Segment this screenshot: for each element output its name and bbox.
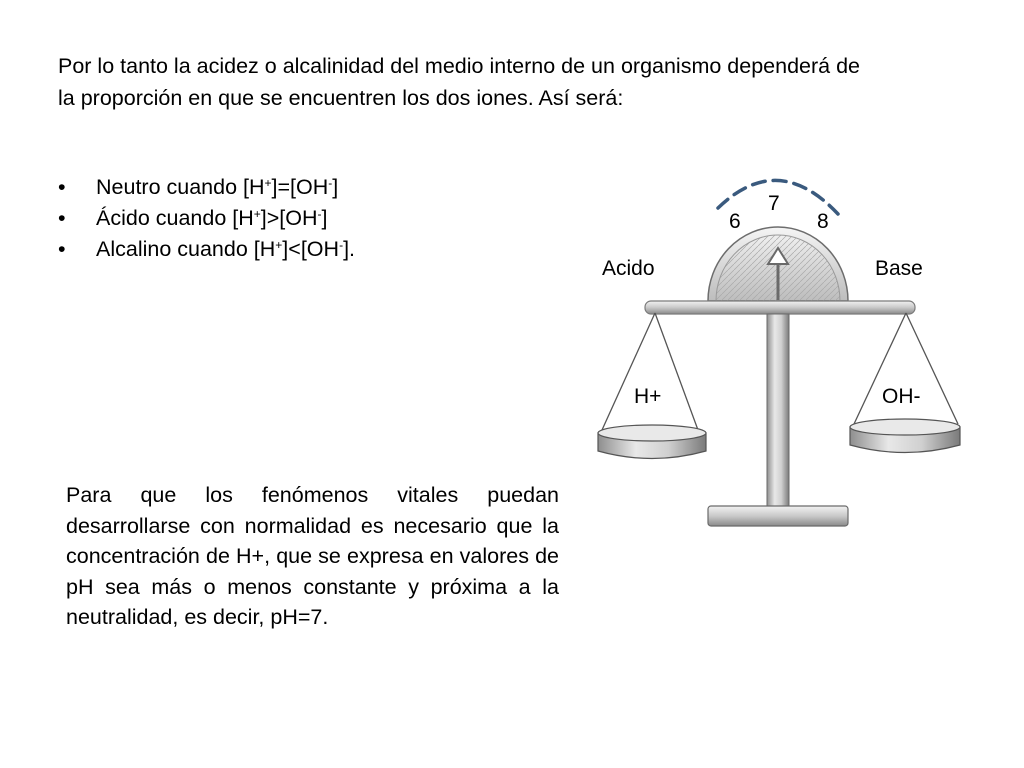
intro-paragraph [58,50,958,114]
superscript: + [275,237,283,252]
intro-line-1: Por lo tanto la acidez o alcalinidad del medio interno de un organismo dependerá de [58,54,861,78]
bullet-text: ]. [343,237,356,261]
left-string-inner [655,313,698,430]
h-plus-label: H+ [634,385,662,408]
left-pan-top [598,425,706,441]
ph-label-7: 7 [768,192,780,215]
bullet-marker: • [58,237,66,261]
list-item-acid [58,203,355,234]
bullet-marker: • [58,175,66,199]
scale-pillar [767,314,789,508]
bullet-text: Ácido cuando [H [96,206,254,230]
left-string-outer [602,313,655,430]
ph-label-8: 8 [817,210,829,233]
superscript: - [317,206,322,221]
scale-base [708,506,848,526]
list-item-alkaline [58,234,355,265]
bullet-text: ] [332,175,339,199]
superscript: - [339,237,344,252]
ion-condition-list [58,172,355,265]
superscript: - [328,175,333,190]
base-label: Base [875,257,923,280]
bullet-marker: • [58,206,66,230]
ph-balance-scale [590,168,970,533]
bullet-text: Neutro cuando [H [96,175,265,199]
superscript: + [264,175,272,190]
oh-minus-label: OH- [882,385,921,408]
list-item-neutral [58,172,355,203]
bullet-text: ]>[OH [260,206,318,230]
acid-label: Acido [602,257,655,280]
intro-line-2: la proporción en que se encuentren los dos iones. Así será: [58,86,624,110]
scale-beam [645,301,915,314]
superscript: + [253,206,261,221]
bullet-text: Alcalino cuando [H [96,237,276,261]
right-pan-top [850,419,960,435]
bullet-text: ]=[OH [271,175,329,199]
scale-illustration [590,168,970,533]
ph-label-6: 6 [729,210,741,233]
bullet-text: ] [321,206,328,230]
bullet-text: ]<[OH [282,237,340,261]
outro-paragraph: Para que los fenómenos vitales puedan desarrollarse con normalidad es necesario que la concentración de H+, que se expresa en valores de pH sea más o menos constante y próxima a la neutralidad, es decir, pH=7. [66,483,559,629]
